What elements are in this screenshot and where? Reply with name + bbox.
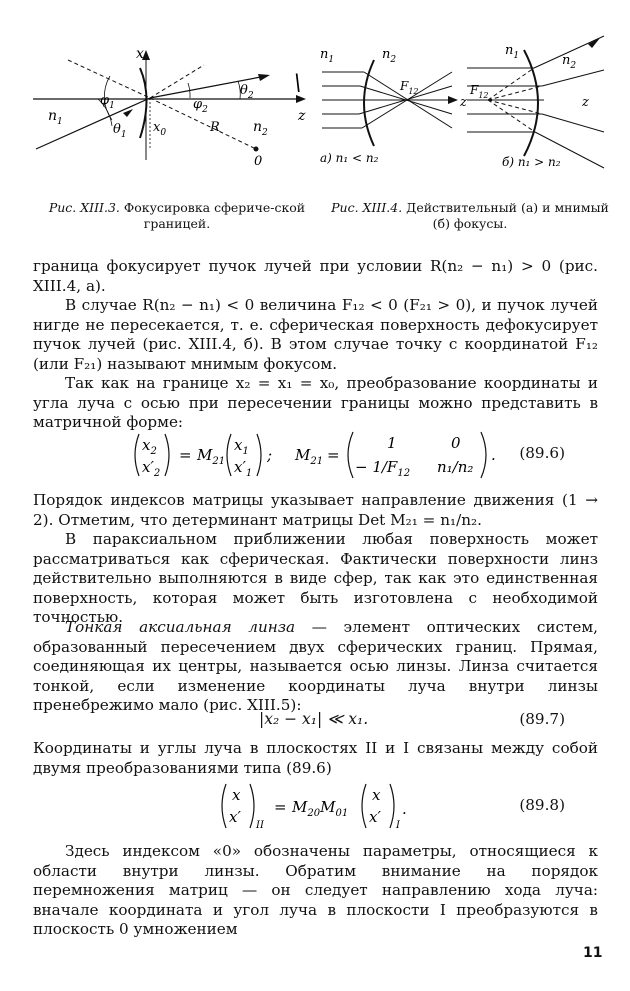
svg-text:F12: $F_{12}$ <box>400 79 419 96</box>
label-n1: $n_1$ <box>48 108 63 127</box>
svg-text:M21: $M_{21}$ <box>197 446 226 467</box>
svg-text:x1: $x_1$ <box>234 436 249 457</box>
figure-xiii-3 <box>28 28 313 168</box>
svg-text:− 1/F12: − $1/F_{12}$ <box>355 458 411 479</box>
svg-text:x′: x′ <box>229 808 241 826</box>
svg-text:.: . <box>402 800 407 818</box>
svg-text:M20M01: $M_{20}M_{01}$ <box>292 798 349 819</box>
svg-text:z: z <box>460 95 467 110</box>
svg-text:n2: $n_2$ <box>562 53 577 71</box>
paragraph-4: Порядок индексов матрицы указывает направление движения (1 → 2). Отметим, что детерминант матрицы Det M₂₁ = n₁/n₂. <box>33 491 598 529</box>
label-z: z <box>298 108 306 124</box>
figure-xiii-4 <box>292 28 612 178</box>
label-theta1: $\theta_1$ <box>113 122 127 140</box>
svg-text:M21: $M_{21}$ <box>295 446 324 467</box>
label-n2: $n_2$ <box>253 119 268 138</box>
svg-text:1: 1 <box>387 434 397 452</box>
svg-text:.: . <box>491 446 496 464</box>
paragraph-7: Координаты и углы луча в плоскостях II и I связаны между собой двумя преобразованиями типа (89.6) <box>33 739 598 777</box>
svg-text:x′: x′ <box>369 808 381 826</box>
svg-text:\: \ <box>294 71 302 96</box>
equation-89-6-number: (89.6) <box>519 444 565 462</box>
svg-text:n1: $n_1$ <box>320 47 335 65</box>
term-thin-lens: Тонкая аксиальная линза <box>65 618 296 636</box>
svg-text:n2: $n_2$ <box>382 47 397 65</box>
page-number: 11 <box>583 945 603 961</box>
svg-text:n₁/n₂: n₁/n₂ <box>437 458 474 476</box>
svg-text:x′2: $x'_2$ <box>142 458 161 479</box>
svg-text:x2: $x_2$ <box>142 436 157 457</box>
paragraph-3: Так как на границе x₂ = x₁ = x₀, преобразование координаты и угла луча с осью при пересечении границы можно представить в матричной форме: <box>33 374 598 431</box>
figure-xiii-3-caption: Рис. XIII.3. Фокусировка сфериче-ской границей. <box>48 200 306 231</box>
svg-text:II: II <box>256 820 264 831</box>
svg-text:x′1: $x'_1$ <box>234 458 253 479</box>
svg-text:n1: $n_1$ <box>505 43 520 61</box>
svg-text:;: ; <box>267 446 273 464</box>
equation-89-7-number: (89.7) <box>519 710 565 728</box>
equation-89-6 <box>33 430 598 480</box>
svg-text:0: 0 <box>451 434 461 452</box>
label-phi1: $\varphi_1$ <box>100 93 115 111</box>
equation-89-8 <box>33 780 598 832</box>
svg-text:=: = <box>179 446 192 464</box>
svg-text:z: z <box>582 95 589 110</box>
svg-text:x: x <box>232 786 241 804</box>
paragraph-1: граница фокусирует пучок лучей при условии R(n₂ − n₁) > 0 (рис. XIII.4, а). <box>33 257 598 295</box>
svg-text:I: I <box>396 820 400 831</box>
paragraph-8: Здесь индексом «0» обозначены параметры, относящиеся к области внутри линзы. Обратим внимание на порядок перемножения матриц — он следует направлению хода луча: вначале координата и угол луча в плоскости I преобразуются в плоскость 0 умножением <box>33 842 598 938</box>
figure-xiii-4a <box>320 47 467 165</box>
svg-text:=: = <box>274 798 287 816</box>
equation-89-8-graphic <box>218 780 458 832</box>
svg-text:x: x <box>372 786 381 804</box>
label-O: 0 <box>254 154 263 168</box>
label-x0: $x_0$ <box>153 120 167 138</box>
paragraph-5: В параксиальном приближении любая поверхность может рассматриваться как сферическая. Фактически поверхности линз действительно выполняются в виде сфер, так как это единственная поверхность, которая может быть изготовлена с необходимой точностью. <box>33 530 598 626</box>
svg-text:=: = <box>327 446 340 464</box>
svg-text:F12: $F_{12}$ <box>470 83 489 100</box>
label-x: x <box>136 46 144 62</box>
paragraph-2: В случае R(n₂ − n₁) < 0 величина F₁₂ < 0 (F₂₁ > 0), и пучок лучей нигде не пересекается, т. е. сферическая поверхность дефокусирует пучок лучей (рис. XIII.4, б). В этом случае точку с координатой F₁₂ (или F₂₁) называют мнимым фокусом. <box>33 296 598 373</box>
label-theta2: $\theta_2$ <box>240 83 254 101</box>
figure-xiii-4b <box>467 36 604 169</box>
equation-89-8-number: (89.8) <box>519 796 565 814</box>
sub-b-label: б) n₁ > n₂ <box>502 155 561 169</box>
figure-xiii-4-caption: Рис. XIII.4. Действительный (а) и мнимый (б) фокусы. <box>331 200 609 231</box>
equation-89-7: |x₂ − x₁| ≪ x₁. (89.7) <box>259 710 565 728</box>
label-phi2: $\varphi_2$ <box>193 97 208 115</box>
label-R: R <box>210 120 220 135</box>
sub-a-label: а) n₁ < n₂ <box>320 151 379 165</box>
paragraph-6: Тонкая аксиальная линза — элемент оптических систем, образованный пересечением двух сферических границ. Прямая, соединяющая их центры, называется осью линзы. Линза считается тонкой, если изменение координаты луча внутри линзы пренебрежимо мало (рис. XIII.5): <box>33 618 598 714</box>
